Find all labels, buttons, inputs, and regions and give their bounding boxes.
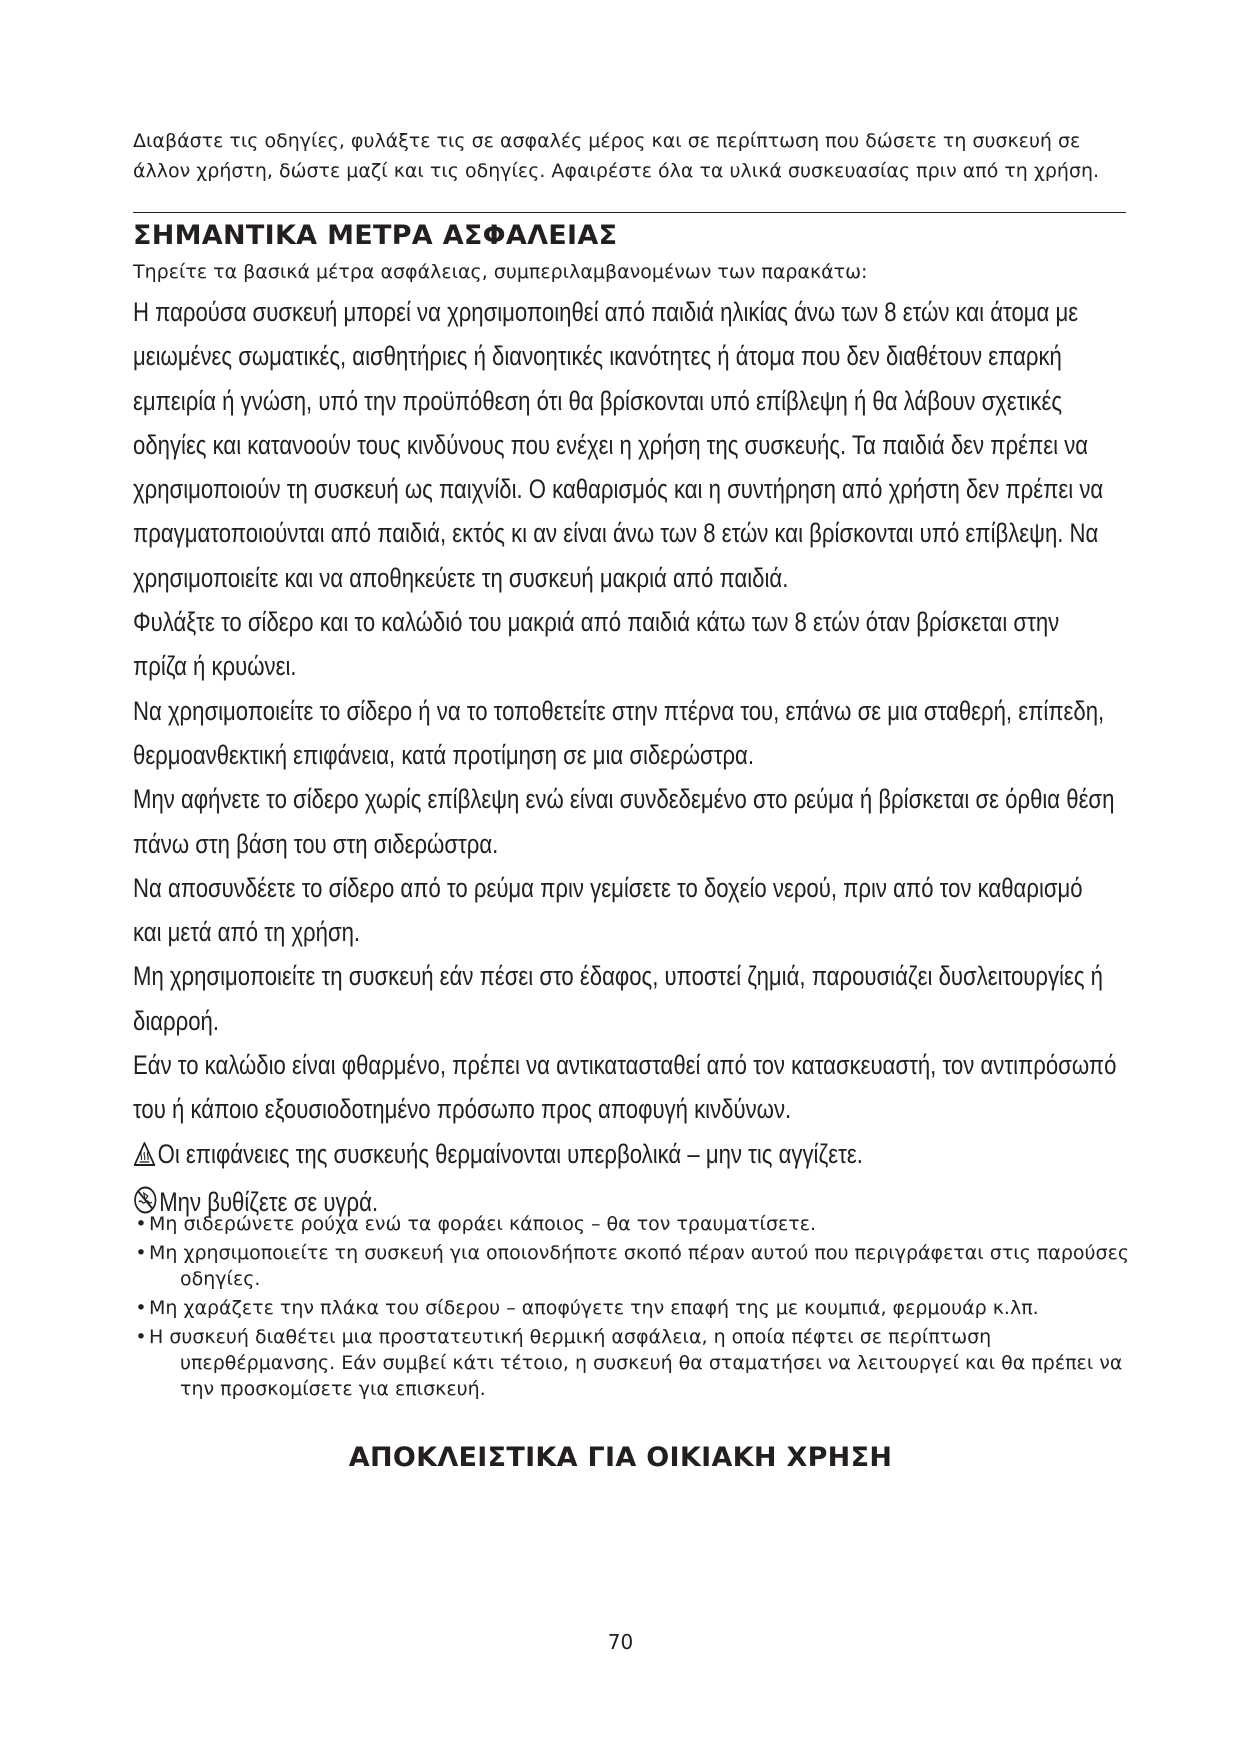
list-item-text: Η συσκευή διαθέτει μια προστατευτική θερμική ασφάλεια, η οποία πέφτει σε περίπτωση υπερθέρμανσης. Εάν συμβεί κάτι τέτοιο, η συσκευή θα σταματήσει να λειτουργεί και θα πρέπει να την προσκομίσετε για επισκευή.	[149, 1326, 1123, 1400]
household-use-title: ΑΠΟΚΛΕΙΣΤΙΚΑ ΓΙΑ ΟΙΚΙΑΚΗ ΧΡΗΣΗ	[348, 1442, 893, 1473]
hot-surface-warning-text: Οι επιφάνειες της συσκευής θερμαίνονται υπερβολικά – μην τις αγγίζετε.	[157, 1138, 863, 1169]
safety-paragraph: Μη χρησιμοποιείτε τη συσκευή εάν πέσει στο έδαφος, υποστεί ζημιά, παρουσιάζει δυσλειτουργίες ή διαρροή.	[133, 961, 1103, 1036]
safety-paragraph: Να χρησιμοποιείτε το σίδερο ή να το τοποθετείτε στην πτέρνα του, επάνω σε μια σταθερή, επίπεδη, θερμοανθεκτική επιφάνεια, κατά προτίμηση σε μια σιδερώστρα.	[133, 695, 1105, 770]
page-number: 70	[607, 1630, 634, 1654]
no-immerse-warning-text: Μην βυθίζετε σε υγρά.	[159, 1186, 379, 1217]
list-item-text: Μη χαράζετε την πλάκα του σίδερου – αποφύγετε την επαφή της με κουμπιά, φερμουάρ κ.λπ.	[149, 1297, 1039, 1319]
safety-instructions	[133, 290, 1117, 1228]
hot-surface-warning	[133, 1132, 1117, 1180]
bullet-marker: •	[135, 1326, 147, 1348]
bullet-marker: •	[135, 1213, 147, 1235]
safety-paragraph: Να αποσυνδέετε το σίδερο από το ρεύμα πριν γεμίσετε το δοχείο νερού, πριν από τον καθαρισμό και μετά από τη χρήση.	[133, 872, 1083, 948]
list-item-text: Μη χρησιμοποιείτε τη συσκευή για οποιονδήποτε σκοπό πέραν αυτού που περιγράφεται στις παρούσες οδηγίες.	[149, 1242, 1129, 1290]
safety-paragraph: Εάν το καλώδιο είναι φθαρμένο, πρέπει να αντικατασταθεί από τον κατασκευαστή, τον αντιπρόσωπό του ή κάποιο εξουσιοδοτημένο πρόσωπο προς αποφυγή κινδύνων.	[133, 1050, 1117, 1125]
list-item	[133, 1295, 1133, 1321]
safety-paragraph: Μην αφήνετε το σίδερο χωρίς επίβλεψη ενώ είναι συνδεδεμένο στο ρεύμα ή βρίσκεται σε όρθια θέση πάνω στη βάση του στη σιδερώστρα.	[133, 784, 1115, 859]
list-item-text: Μη σιδερώνετε ρούχα ενώ τα φοράει κάποιος – θα τον τραυματίσετε.	[149, 1213, 817, 1235]
list-item	[133, 1240, 1133, 1292]
hot-surface-warning-icon	[133, 1136, 156, 1180]
bullet-marker: •	[135, 1297, 147, 1319]
section-divider	[133, 212, 1126, 213]
list-item	[133, 1211, 1133, 1237]
list-item	[133, 1324, 1133, 1402]
bullet-list	[133, 1211, 1133, 1405]
safety-heading: ΣΗΜΑΝΤΙΚΑ ΜΕΤΡΑ ΑΣΦΑΛΕΙΑΣ	[133, 220, 618, 251]
safety-paragraph: Η παρούσα συσκευή μπορεί να χρησιμοποιηθεί από παιδιά ηλικίας άνω των 8 ετών και άτομα με μειωμένες σωματικές, αισθητήριες ή διανοητικές ικανότητες ή άτομα που δεν διαθέτουν επαρκή εμπειρία ή γνώση, υπό την προϋπόθεση ότι θα βρίσκονται υπό επίβλεψη ή θα λάβουν σχετικές οδηγίες και κατανοούν τους κινδύνους που ενέχει η χρήση της συσκευής. Τα παιδιά δεν πρέπει να χρησιμοποιούν τη συσκευή ως παιχνίδι. Ο καθαρισμός και η συντήρηση από χρήστη δεν πρέπει να πραγματοποιούνται από παιδιά, εκτός κι αν είναι άνω των 8 ετών και βρίσκονται υπό επίβλεψη. Να χρησιμοποιείτε και να αποθηκεύετε τη συσκευή μακριά από παιδιά.	[133, 297, 1104, 593]
safety-paragraph: Φυλάξτε το σίδερο και το καλώδιό του μακριά από παιδιά κάτω των 8 ετών όταν βρίσκεται στην πρίζα ή κρυώνει.	[133, 607, 1060, 682]
intro-text: Διαβάστε τις οδηγίες, φυλάξτε τις σε ασφαλές μέρος και σε περίπτωση που δώσετε τη συσκευή σε άλλον χρήστη, δώστε μαζί και τις οδηγίες. Αφαιρέστε όλα τα υλικά συσκευασίας πριν από τη χρήση.	[133, 130, 1100, 182]
bullet-marker: •	[135, 1242, 147, 1264]
safety-subheading: Τηρείτε τα βασικά μέτρα ασφάλειας, συμπεριλαμβανομένων των παρακάτω:	[133, 261, 868, 283]
